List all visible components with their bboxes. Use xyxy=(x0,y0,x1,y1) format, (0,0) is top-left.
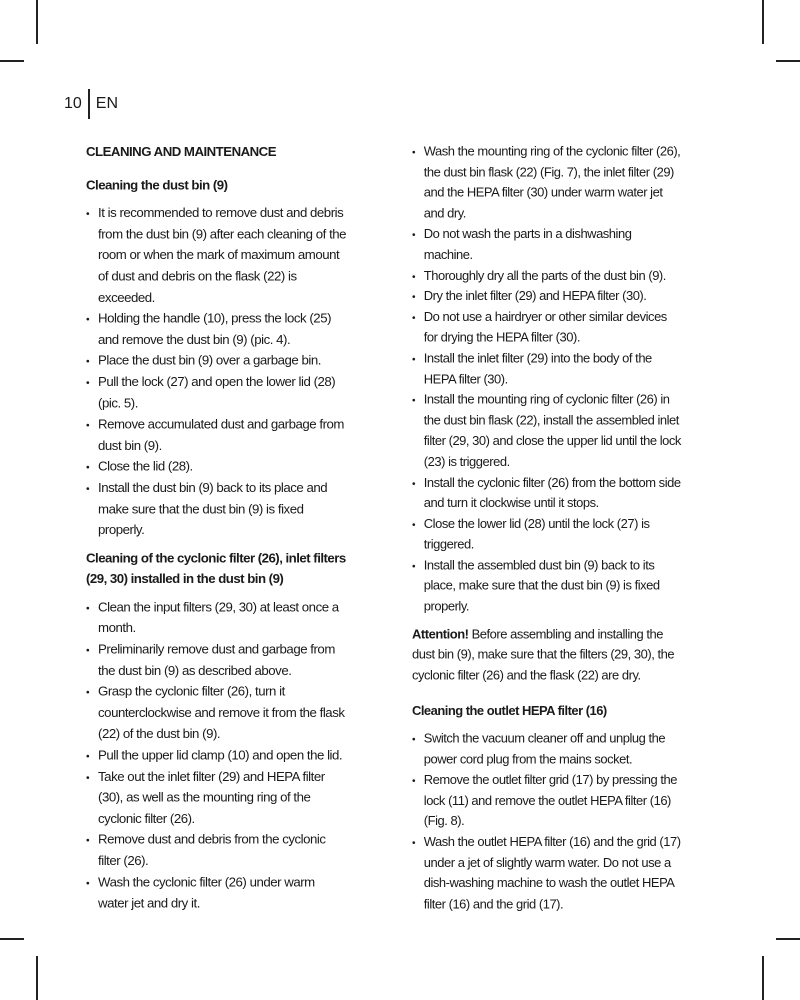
list-item: • Close the lid (28). xyxy=(86,457,347,478)
outlet-hepa-steps xyxy=(412,729,683,915)
list-item: • Install the inlet filter (29) into the body of the HEPA filter (30). xyxy=(412,349,683,390)
subsection-title-dust-bin: Cleaning the dust bin (9) xyxy=(86,177,228,193)
list-item: • Clean the input filters (29, 30) at least once a month. xyxy=(86,598,347,640)
page-number: 10 xyxy=(64,95,82,112)
list-item: • Thoroughly dry all the parts of the dust bin (9). xyxy=(412,266,683,287)
list-item: • Preliminarily remove dust and garbage from the dust bin (9) as described above. xyxy=(86,640,347,682)
crop-mark-bottom-right-h xyxy=(776,938,800,940)
list-item: • Do not wash the parts in a dishwashing machine. xyxy=(412,225,683,266)
dust-bin-steps xyxy=(86,203,347,541)
list-item: • Dry the inlet filter (29) and HEPA filter (30). xyxy=(412,287,683,308)
list-item: • Grasp the cyclonic filter (26), turn it counterclockwise and remove it from the flask (22) of the dust bin (9). xyxy=(86,682,347,745)
list-item: • Wash the outlet HEPA filter (16) and the grid (17) under a jet of slightly warm water. Do not use a dish-washing machine to wash the outlet HEPA filter (16) and the grid (17). xyxy=(412,833,683,916)
list-item: • Install the mounting ring of cyclonic filter (26) in the dust bin flask (22), install the assembled inlet filter (29, 30) and close the upper lid until the lock (23) is triggered. xyxy=(412,390,683,473)
list-item: • Wash the mounting ring of the cyclonic filter (26), the dust bin flask (22) (Fig. 7), the inlet filter (29) and the HEPA filter (30) under warm water jet and dry. xyxy=(412,142,683,225)
list-item: • Install the assembled dust bin (9) back to its place, make sure that the dust bin (9) is fixed properly. xyxy=(412,556,683,618)
list-item: • Pull the upper lid clamp (10) and open the lid. xyxy=(86,746,347,767)
attention-text: Before assembling and installing the dust bin (9), make sure that the filters (29, 30), the cyclonic filter (26) and the flask (22) are dry. xyxy=(412,627,675,683)
crop-mark-bottom-right-v xyxy=(762,956,764,1000)
list-item: • Place the dust bin (9) over a garbage bin. xyxy=(86,351,347,372)
list-item: • Take out the inlet filter (29) and HEPA filter (30), as well as the mounting ring of the cyclonic filter (26). xyxy=(86,767,347,830)
list-item: • Switch the vacuum cleaner off and unplug the power cord plug from the mains socket. xyxy=(412,729,683,770)
list-item: • Install the dust bin (9) back to its place and make sure that the dust bin (9) is fixed properly. xyxy=(86,478,347,541)
page-header xyxy=(64,92,118,116)
subsection-title-outlet-hepa: Cleaning the outlet HEPA filter (16) xyxy=(412,704,607,719)
list-item: • Do not use a hairdryer or other similar devices for drying the HEPA filter (30). xyxy=(412,307,683,348)
right-column xyxy=(412,142,683,915)
list-item: • Remove dust and debris from the cyclonic filter (26). xyxy=(86,830,347,872)
list-item: • Pull the lock (27) and open the lower lid (28) (pic. 5). xyxy=(86,372,347,414)
attention-note xyxy=(412,625,683,687)
cyclonic-filter-steps xyxy=(86,598,347,915)
attention-label: Attention! xyxy=(412,627,469,642)
crop-mark-top-left-v xyxy=(36,0,38,44)
language-code: EN xyxy=(95,95,119,112)
crop-mark-bottom-left-h xyxy=(0,938,24,940)
list-item: • Remove the outlet filter grid (17) by pressing the lock (11) and remove the outlet HEPA filter (16) (Fig. 8). xyxy=(412,771,683,833)
crop-mark-top-left-h xyxy=(0,60,24,62)
crop-mark-top-right-v xyxy=(762,0,764,44)
list-item: • Install the cyclonic filter (26) from the bottom side and turn it clockwise until it stops. xyxy=(412,473,683,514)
section-title: CLEANING AND MAINTENANCE xyxy=(86,144,277,160)
list-item: • Holding the handle (10), press the lock (25) and remove the dust bin (9) (pic. 4). xyxy=(86,309,347,351)
list-item: • Remove accumulated dust and garbage from dust bin (9). xyxy=(86,415,347,457)
list-item: • Wash the cyclonic filter (26) under warm water jet and dry it. xyxy=(86,873,347,915)
list-item: • Close the lower lid (28) until the lock (27) is triggered. xyxy=(412,514,683,555)
left-column xyxy=(86,142,347,915)
crop-mark-top-right-h xyxy=(776,60,800,62)
crop-mark-bottom-left-v xyxy=(36,956,38,1000)
header-divider xyxy=(88,89,90,119)
cyclonic-filter-steps-continued xyxy=(412,142,683,618)
subsection-title-cyclonic-filter: Cleaning of the cyclonic filter (26), inlet filters (29, 30) installed in the dust bin (9) xyxy=(86,551,346,587)
list-item: • It is recommended to remove dust and debris from the dust bin (9) after each cleaning of the room or when the mark of maximum amount of dust and debris on the flask (22) is exceeded. xyxy=(86,203,347,309)
